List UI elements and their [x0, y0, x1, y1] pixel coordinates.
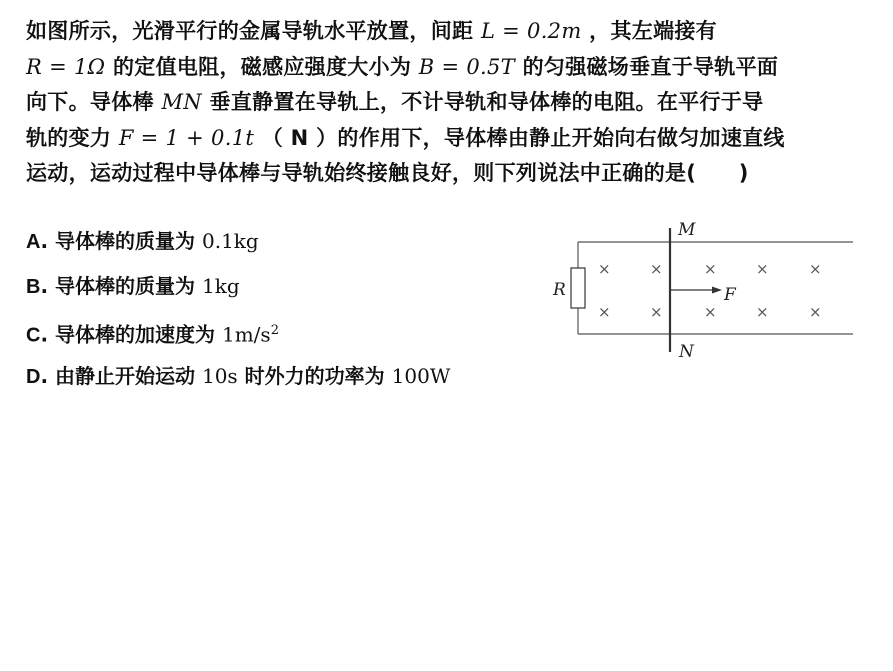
option-a[interactable]: A. 导体棒的质量为 0.1kg: [26, 229, 259, 253]
option-b[interactable]: B. 导体棒的质量为 1kg: [26, 274, 240, 298]
resistor-symbol: [571, 268, 585, 308]
math-MN: MN: [161, 90, 202, 114]
option-math: 1kg: [201, 274, 240, 298]
option-text-2: 时外力的功率为: [244, 364, 385, 388]
option-text: 导体棒的加速度为: [55, 322, 216, 347]
option-math: 0.1kg: [201, 229, 259, 253]
field-cross-icon: ×: [809, 260, 822, 278]
option-d[interactable]: D. 由静止开始运动 10s 时外力的功率为 100W: [26, 364, 451, 388]
question-line-2: R = 1Ω 的定值电阻，磁感应强度大小为 B = 0.5T 的匀强磁场垂直于导轨平面: [26, 54, 779, 79]
option-math: 1m/s: [221, 322, 271, 347]
field-cross-icon: ×: [650, 303, 663, 321]
field-cross-icon: ×: [704, 260, 717, 278]
field-cross-icon: ×: [756, 260, 769, 278]
force-arrow-head: [712, 287, 722, 294]
field-cross-icon: ×: [650, 260, 663, 278]
force-label: F: [724, 285, 736, 305]
option-superscript: 2: [270, 323, 279, 338]
math-F: F = 1 + 0.1t: [118, 125, 255, 150]
circuit-figure: [548, 218, 858, 363]
field-cross-icon: ×: [598, 260, 611, 278]
rod-label-n: N: [679, 342, 694, 362]
option-math: 10s: [201, 364, 238, 388]
option-text: 导体棒的质量为: [55, 229, 196, 253]
option-letter: A: [26, 231, 41, 253]
option-text: 导体棒的质量为: [55, 274, 196, 298]
circuit-diagram: [548, 218, 858, 363]
math-R: R = 1Ω: [26, 54, 106, 79]
option-c[interactable]: C. 导体棒的加速度为 $1m/s^2$: [26, 322, 279, 347]
field-cross-icon: ×: [598, 303, 611, 321]
question-line-1: 如图所示，光滑平行的金属导轨水平放置，间距 L = 0.2m ，其左端接有: [26, 19, 717, 43]
field-cross-icon: ×: [704, 303, 717, 321]
question-line-3: 向下。导体棒 MN 垂直静置在导轨上，不计导轨和导体棒的电阻。在平行于导: [26, 90, 764, 114]
option-text: 由静止开始运动: [55, 364, 196, 388]
option-letter: D: [26, 366, 41, 388]
question-stem: [26, 14, 876, 192]
math-L: L = 0.2m: [480, 19, 582, 43]
field-cross-icon: ×: [809, 303, 822, 321]
question-line-5: 运动，运动过程中导体棒与导轨始终接触良好，则下列说法中正确的是( ): [26, 161, 749, 185]
resistor-label: R: [553, 280, 566, 300]
rod-label-m: M: [678, 220, 696, 240]
field-cross-icon: ×: [756, 303, 769, 321]
math-B: B = 0.5T: [418, 54, 515, 79]
option-letter: C: [26, 324, 41, 347]
option-letter: B: [26, 276, 41, 298]
question-line-4: 轨的变力 F = 1 + 0.1t （ N ）的作用下，导体棒由静止开始向右做匀加速直线: [26, 125, 785, 150]
answer-options: [26, 222, 546, 402]
option-math-2: 100W: [391, 364, 451, 388]
